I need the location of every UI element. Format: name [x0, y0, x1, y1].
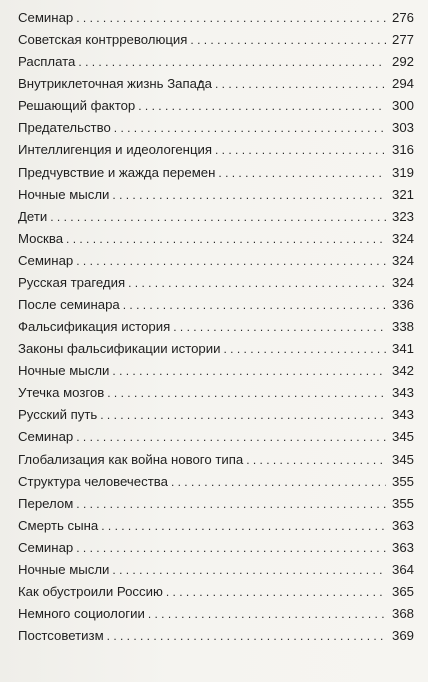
- dot-leader: [76, 7, 386, 29]
- toc-entry-page-number: 355: [391, 473, 414, 489]
- dot-leader: [190, 29, 386, 51]
- toc-entry-title: Внутриклеточная жизнь Запада: [18, 76, 213, 92]
- toc-entry-title: Дети: [18, 208, 48, 224]
- dot-leader: [148, 603, 386, 625]
- toc-entry-title: Москва: [18, 230, 64, 246]
- dot-leader: [76, 537, 386, 559]
- toc-entry: [18, 117, 414, 139]
- toc-entry-title: Перелом: [18, 495, 74, 511]
- toc-entry: [18, 338, 414, 360]
- dot-leader: [246, 449, 386, 471]
- toc-entry-title: Глобализация как война нового типа: [18, 451, 244, 467]
- toc-entry: [18, 625, 414, 647]
- toc-entry-title: Интеллигенция и идеологенция: [18, 142, 213, 158]
- toc-entry: [18, 471, 414, 493]
- toc-entry-title: Советская контрреволюция: [18, 32, 188, 48]
- dot-leader: [166, 581, 386, 603]
- toc-entry: [18, 360, 414, 382]
- toc-entry-title: Предчувствие и жажда перемен: [18, 164, 216, 180]
- toc-entry-title: Решающий фактор: [18, 98, 136, 114]
- toc-entry-title: Семинар: [18, 252, 74, 268]
- dot-leader: [100, 404, 386, 426]
- toc-entry-page-number: 321: [391, 186, 414, 202]
- dot-leader: [218, 162, 386, 184]
- toc-entry-title: Утечка мозгов: [18, 385, 105, 401]
- dot-leader: [123, 294, 386, 316]
- dot-leader: [66, 228, 386, 250]
- toc-entry-page-number: 292: [391, 54, 414, 70]
- table-of-contents: [18, 7, 414, 647]
- toc-entry: [18, 493, 414, 515]
- toc-entry: [18, 228, 414, 250]
- dot-leader: [101, 515, 386, 537]
- toc-entry: [18, 29, 414, 51]
- toc-entry: [18, 426, 414, 448]
- toc-entry-title: Немного социологии: [18, 606, 145, 622]
- toc-entry-title: Семинар: [18, 429, 74, 445]
- toc-entry-page-number: 343: [391, 407, 414, 423]
- toc-entry-page-number: 303: [391, 120, 414, 136]
- toc-entry: [18, 139, 414, 161]
- toc-entry-title: Фальсификация история: [18, 319, 171, 335]
- toc-entry-page-number: 355: [391, 495, 414, 511]
- toc-entry-page-number: 369: [391, 628, 414, 644]
- toc-entry-page-number: 342: [391, 363, 414, 379]
- dot-leader: [76, 250, 386, 272]
- toc-entry-title: Семинар: [18, 539, 74, 555]
- toc-entry-title: Смерть сына: [18, 517, 99, 533]
- toc-entry-page-number: 364: [391, 561, 414, 577]
- toc-entry-title: Ночные мысли: [18, 186, 110, 202]
- toc-entry: [18, 515, 414, 537]
- toc-entry: [18, 294, 414, 316]
- toc-entry-page-number: 324: [391, 252, 414, 268]
- toc-entry: [18, 206, 414, 228]
- toc-entry-page-number: 294: [391, 76, 414, 92]
- dot-leader: [76, 426, 386, 448]
- toc-entry: [18, 73, 414, 95]
- toc-entry: [18, 7, 414, 29]
- dot-leader: [112, 559, 386, 581]
- toc-entry-page-number: 341: [391, 341, 414, 357]
- toc-entry: [18, 603, 414, 625]
- toc-entry-page-number: 345: [391, 451, 414, 467]
- dot-leader: [78, 51, 386, 73]
- toc-entry-page-number: 343: [391, 385, 414, 401]
- toc-entry: [18, 272, 414, 294]
- toc-entry-page-number: 316: [391, 142, 414, 158]
- toc-entry-title: Предательство: [18, 120, 111, 136]
- toc-entry-title: Постсоветизм: [18, 628, 104, 644]
- toc-entry-page-number: 319: [391, 164, 414, 180]
- toc-entry-title: Русская трагедия: [18, 274, 126, 290]
- dot-leader: [128, 272, 386, 294]
- dot-leader: [114, 117, 386, 139]
- toc-entry-page-number: 368: [391, 606, 414, 622]
- toc-entry: [18, 51, 414, 73]
- dot-leader: [173, 316, 386, 338]
- toc-entry-page-number: 365: [391, 584, 414, 600]
- toc-entry: [18, 581, 414, 603]
- dot-leader: [112, 360, 386, 382]
- dot-leader: [50, 206, 386, 228]
- toc-entry: [18, 250, 414, 272]
- toc-entry-page-number: 363: [391, 517, 414, 533]
- toc-entry-page-number: 300: [391, 98, 414, 114]
- toc-entry: [18, 449, 414, 471]
- toc-entry-page-number: 338: [391, 319, 414, 335]
- toc-entry: [18, 316, 414, 338]
- toc-entry: [18, 382, 414, 404]
- toc-entry: [18, 537, 414, 559]
- toc-entry-page-number: 324: [391, 230, 414, 246]
- dot-leader: [215, 73, 386, 95]
- dot-leader: [215, 139, 386, 161]
- toc-entry-page-number: 323: [391, 208, 414, 224]
- toc-entry: [18, 404, 414, 426]
- toc-entry-page-number: 276: [391, 10, 414, 25]
- toc-entry-page-number: 345: [391, 429, 414, 445]
- dot-leader: [107, 382, 386, 404]
- toc-entry: [18, 559, 414, 581]
- toc-entry-title: Русский путь: [18, 407, 98, 423]
- toc-entry-page-number: 363: [391, 539, 414, 555]
- dot-leader: [107, 625, 386, 647]
- toc-entry-title: После семинара: [18, 297, 120, 313]
- dot-leader: [171, 471, 386, 493]
- toc-entry-title: Расплата: [18, 54, 76, 70]
- dot-leader: [224, 338, 386, 360]
- toc-entry: [18, 184, 414, 206]
- toc-entry-page-number: 277: [391, 32, 414, 48]
- toc-entry: [18, 95, 414, 117]
- dot-leader: [138, 95, 386, 117]
- toc-entry: [18, 162, 414, 184]
- toc-entry-page-number: 336: [391, 297, 414, 313]
- dot-leader: [76, 493, 386, 515]
- toc-entry-title: Ночные мысли: [18, 561, 110, 577]
- toc-entry-title: Ночные мысли: [18, 363, 110, 379]
- toc-entry-title: Семинар: [18, 10, 74, 25]
- toc-entry-title: Структура человечества: [18, 473, 168, 489]
- toc-entry-title: Как обустроили Россию: [18, 584, 163, 600]
- toc-entry-title: Законы фальсификации истории: [18, 341, 221, 357]
- dot-leader: [112, 184, 386, 206]
- toc-entry-page-number: 324: [391, 274, 414, 290]
